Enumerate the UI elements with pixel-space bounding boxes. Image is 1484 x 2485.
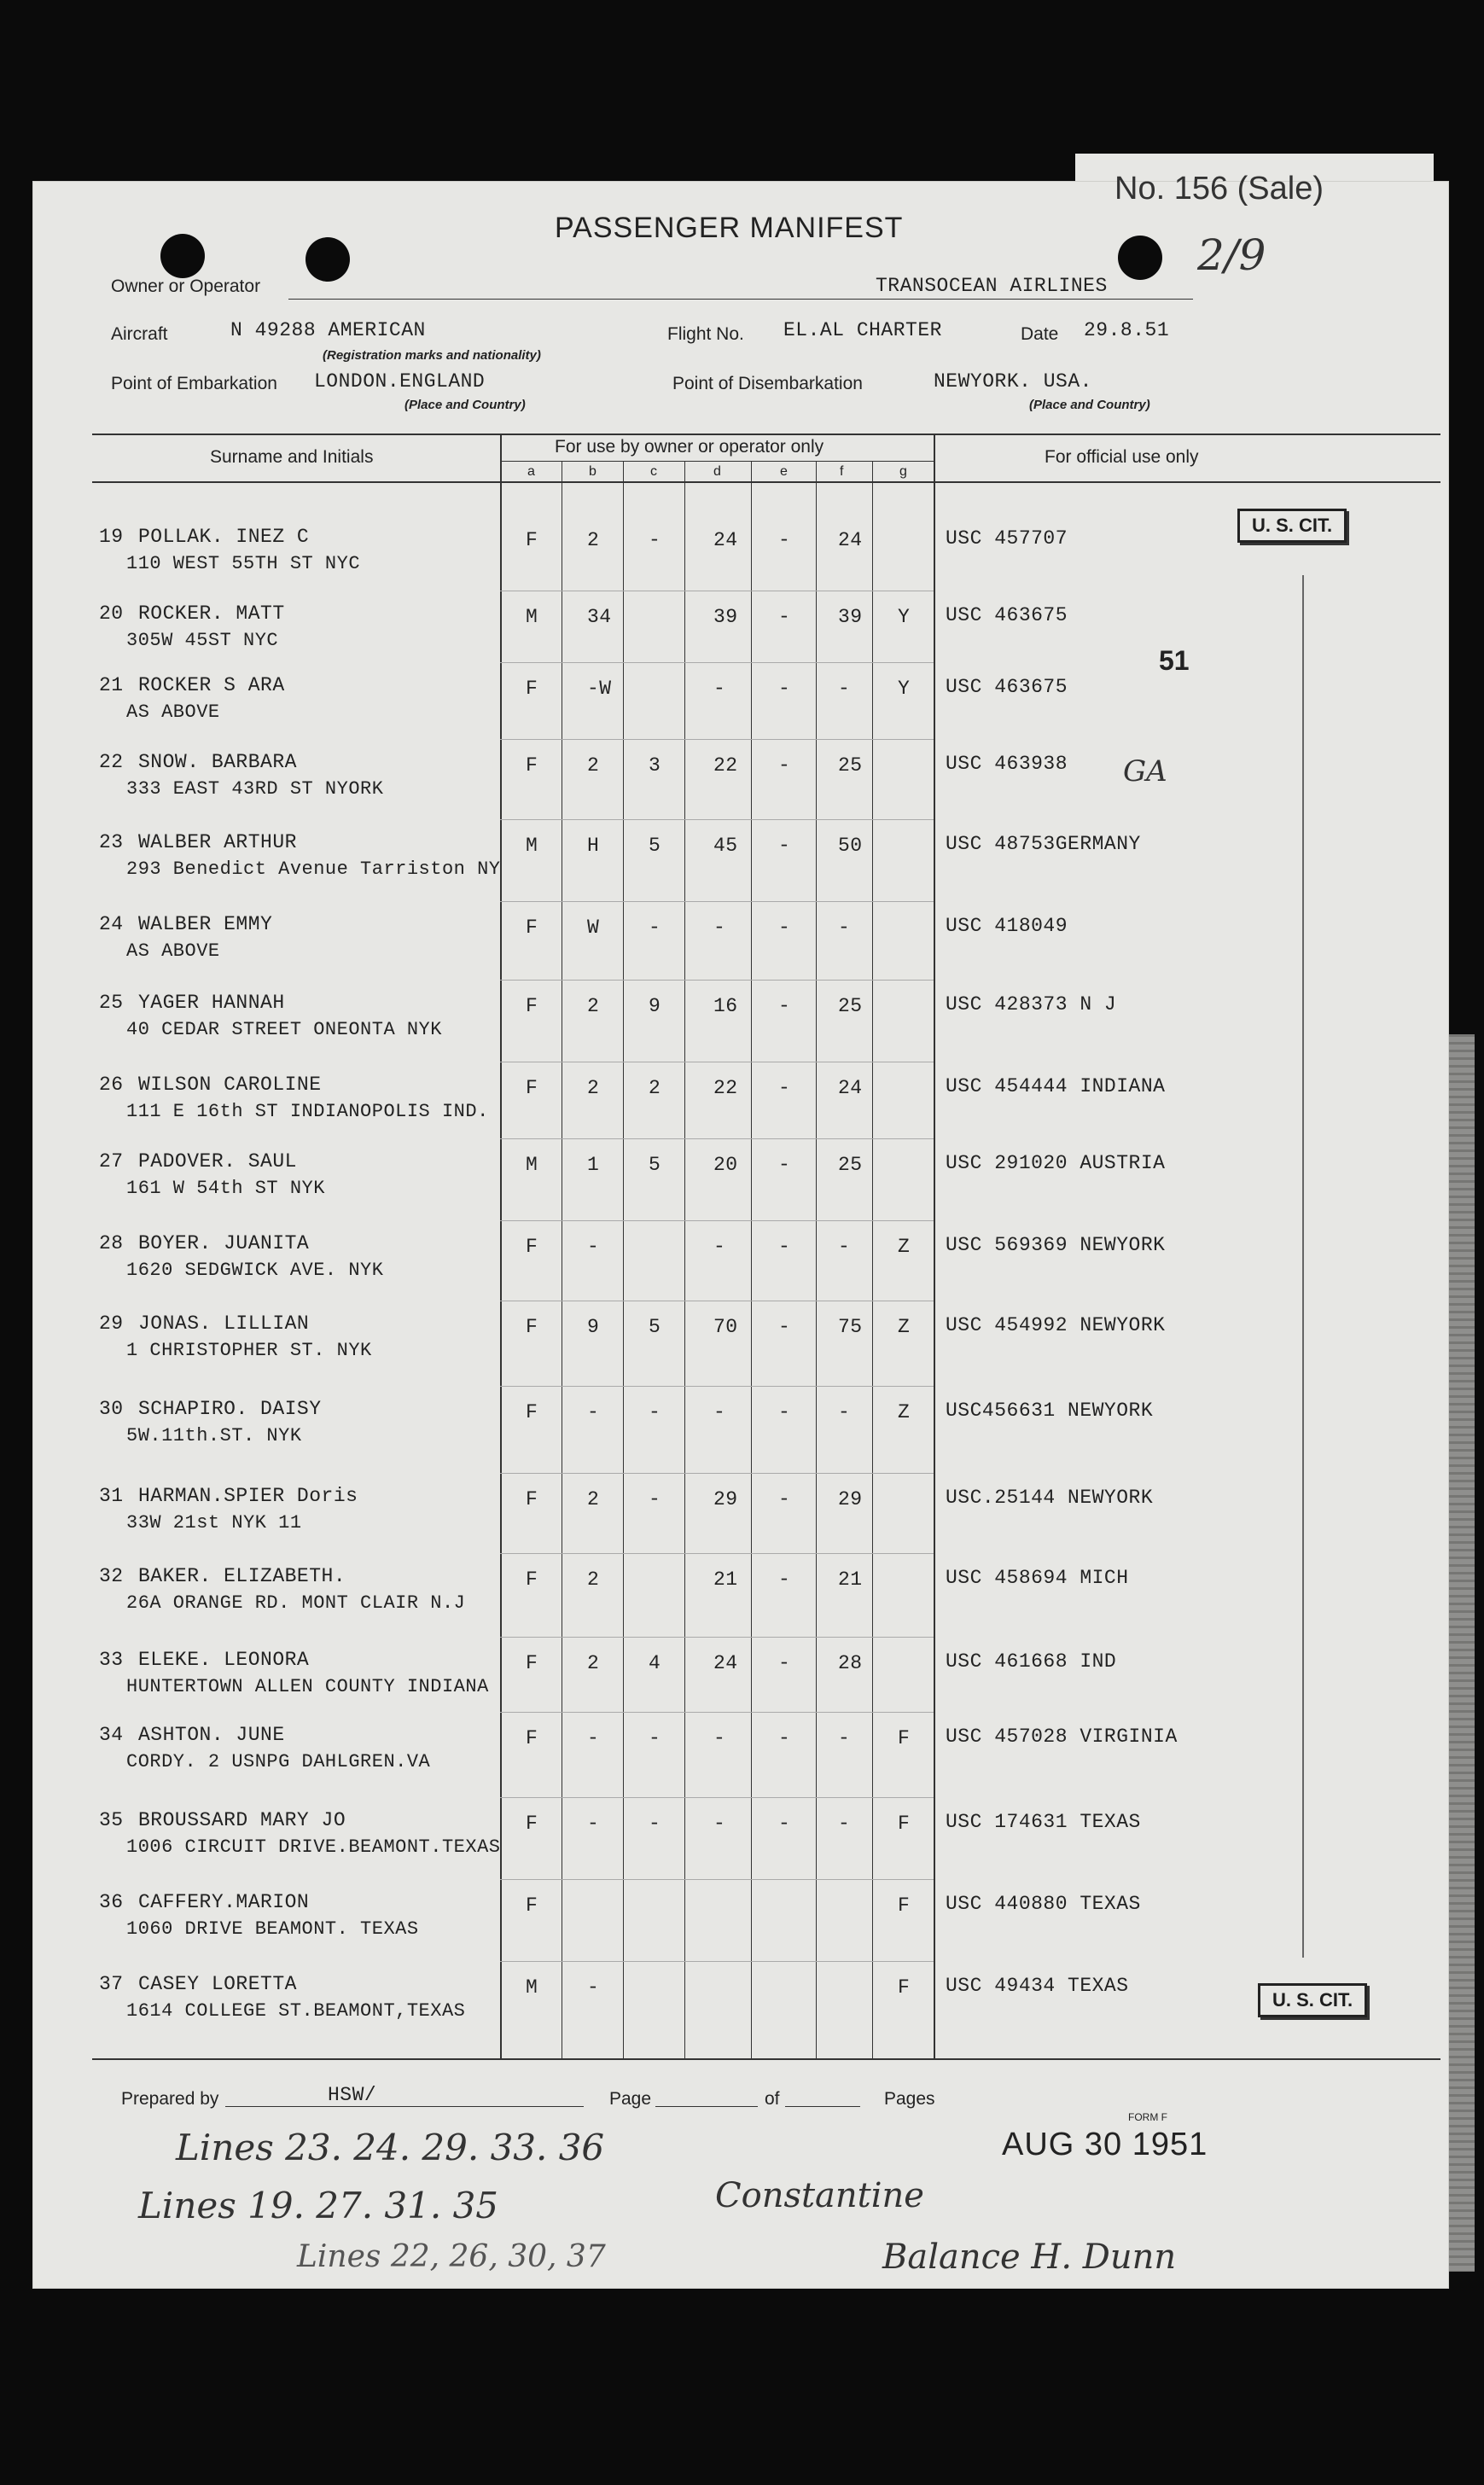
cell-a: F — [526, 529, 538, 551]
cell-b: 2 — [587, 529, 600, 551]
of-underline — [785, 2106, 860, 2107]
official-number: USC 457707 — [946, 527, 1068, 550]
row22-note: GA — [1123, 754, 1167, 789]
passenger-name: YAGER HANNAH — [138, 992, 285, 1014]
cell-g: Y — [898, 678, 911, 700]
passenger-name: ELEKE. LEONORA — [138, 1649, 310, 1671]
passenger-address: 293 Benedict Avenue Tarriston NY — [126, 858, 501, 880]
passenger-address: 1060 DRIVE BEAMONT. TEXAS — [126, 1918, 419, 1940]
cell-g: F — [898, 1727, 911, 1749]
cell-c: - — [649, 1813, 661, 1835]
cell-c: - — [649, 917, 661, 939]
passenger-name: ROCKER. MATT — [138, 602, 285, 625]
embarkation-label: Point of Embarkation — [111, 374, 277, 393]
cell-b: 2 — [587, 754, 600, 777]
official-number: USC 463938 — [946, 753, 1068, 775]
cell-f: 21 — [838, 1568, 863, 1591]
cell-g: Z — [898, 1316, 911, 1338]
passenger-name: JONAS. LILLIAN — [138, 1312, 310, 1335]
row-number: 35 — [99, 1809, 124, 1831]
official-number: USC 174631 TEXAS — [946, 1811, 1141, 1833]
flight-value: EL.AL CHARTER — [783, 319, 942, 341]
us-citizen-stamp-bottom: U. S. CIT. — [1258, 1983, 1367, 2017]
official-number: USC 458694 MICH — [946, 1567, 1129, 1589]
pages-label: Pages — [884, 2089, 935, 2109]
col-header-official: For official use only — [1045, 447, 1199, 467]
official-number: USC 454444 INDIANA — [946, 1075, 1166, 1097]
row-divider — [500, 1797, 934, 1798]
row-number: 33 — [99, 1649, 124, 1671]
cell-d: 21 — [713, 1568, 738, 1591]
cell-b: 9 — [587, 1316, 600, 1338]
prepared-by-value: HSW/ — [328, 2084, 377, 2106]
passenger-name: CAFFERY.MARION — [138, 1891, 310, 1913]
table-bottom-border — [92, 2058, 1440, 2060]
official-number: USC 461668 IND — [946, 1650, 1117, 1673]
cell-e: - — [778, 1401, 791, 1423]
passenger-name: SCHAPIRO. DAISY — [138, 1398, 322, 1420]
cell-a: M — [526, 835, 538, 857]
col-header-surname: Surname and Initials — [210, 447, 374, 467]
disembarkation-value: NEWYORK. USA. — [934, 370, 1092, 393]
passenger-name: ASHTON. JUNE — [138, 1724, 285, 1746]
passenger-address: 161 W 54th ST NYK — [126, 1178, 325, 1199]
of-label: of — [765, 2089, 780, 2109]
row-divider — [500, 1637, 934, 1638]
aircraft-value: N 49288 AMERICAN — [230, 319, 426, 341]
cell-a: F — [526, 917, 538, 939]
cell-e: - — [778, 1154, 791, 1176]
cell-e: - — [778, 529, 791, 551]
row-number: 19 — [99, 526, 124, 548]
official-number: USC 569369 NEWYORK — [946, 1234, 1166, 1256]
official-number: USC 48753GERMANY — [946, 833, 1141, 855]
cell-b: - — [587, 1401, 600, 1423]
official-number: USC 463675 — [946, 676, 1068, 698]
owner-label: Owner or Operator — [111, 276, 261, 296]
row-number: 22 — [99, 751, 124, 773]
passenger-name: PADOVER. SAUL — [138, 1150, 297, 1173]
cell-d: 16 — [713, 995, 738, 1017]
official-number: USC 457028 VIRGINIA — [946, 1726, 1178, 1748]
col-divider-official — [934, 434, 935, 2058]
cell-g: F — [898, 1976, 911, 1999]
cell-b: - — [587, 1727, 600, 1749]
cell-a: F — [526, 995, 538, 1017]
cell-a: F — [526, 1894, 538, 1917]
row-number: 28 — [99, 1232, 124, 1254]
row21-note: 51 — [1159, 645, 1190, 676]
row-number: 23 — [99, 831, 124, 853]
col-sub-c: c — [650, 464, 657, 479]
cell-a: F — [526, 1077, 538, 1099]
cell-d: 20 — [713, 1154, 738, 1176]
cell-a: M — [526, 1154, 538, 1176]
passenger-address: 333 EAST 43RD ST NYORK — [126, 778, 384, 800]
cell-g: Z — [898, 1236, 911, 1258]
cell-c: 2 — [649, 1077, 661, 1099]
row-number: 30 — [99, 1398, 124, 1420]
cell-b: H — [587, 835, 600, 857]
cell-a: F — [526, 1236, 538, 1258]
col-sub-a: a — [527, 464, 535, 479]
passenger-address: 26A ORANGE RD. MONT CLAIR N.J — [126, 1592, 466, 1614]
col-sub-d: d — [713, 464, 721, 479]
handwritten-line-1: Lines 23. 24. 29. 33. 36 — [176, 2127, 605, 2168]
cell-e: - — [778, 1652, 791, 1674]
cell-b: - — [587, 1236, 600, 1258]
col-sub-g: g — [899, 464, 907, 479]
passenger-address: 33W 21st NYK 11 — [126, 1512, 302, 1533]
passenger-name: BAKER. ELIZABETH. — [138, 1565, 346, 1587]
cell-a: F — [526, 1488, 538, 1510]
cell-e: - — [778, 995, 791, 1017]
cell-e: - — [778, 1813, 791, 1835]
us-citizen-stamp-top: U. S. CIT. — [1237, 509, 1347, 543]
paper-edge — [1449, 1034, 1475, 2272]
cell-c: 3 — [649, 754, 661, 777]
cell-f: 75 — [838, 1316, 863, 1338]
cell-a: M — [526, 606, 538, 628]
cell-b: 2 — [587, 1568, 600, 1591]
passenger-address: 5W.11th.ST. NYK — [126, 1425, 302, 1446]
cell-f: - — [838, 1236, 851, 1258]
cell-c: 4 — [649, 1652, 661, 1674]
cell-f: - — [838, 917, 851, 939]
cell-f: 24 — [838, 1077, 863, 1099]
date-stamp: AUG 30 1951 — [1002, 2127, 1208, 2162]
cell-b: 34 — [587, 606, 612, 628]
cell-b: 2 — [587, 1652, 600, 1674]
cell-c: - — [649, 1727, 661, 1749]
col-divider-fg — [872, 461, 873, 2058]
row-number: 25 — [99, 992, 124, 1014]
col-divider-de — [751, 461, 752, 2058]
col-header-operator: For use by owner or operator only — [555, 437, 824, 457]
cell-c: 9 — [649, 995, 661, 1017]
cell-c: 5 — [649, 835, 661, 857]
cell-c: 5 — [649, 1154, 661, 1176]
cell-a: F — [526, 1401, 538, 1423]
cell-d: 29 — [713, 1488, 738, 1510]
cell-g: F — [898, 1813, 911, 1835]
cell-b: 2 — [587, 1077, 600, 1099]
cell-f: 29 — [838, 1488, 863, 1510]
row-number: 32 — [99, 1565, 124, 1587]
cell-g: Z — [898, 1401, 911, 1423]
col-sub-e: e — [780, 464, 788, 479]
row-divider — [500, 901, 934, 902]
punch-hole-left — [160, 234, 205, 278]
cell-f: 25 — [838, 995, 863, 1017]
official-number: USC 49434 TEXAS — [946, 1975, 1129, 1997]
cell-d: 39 — [713, 606, 738, 628]
row-number: 34 — [99, 1724, 124, 1746]
passenger-name: WILSON CAROLINE — [138, 1074, 322, 1096]
row-divider — [500, 739, 934, 740]
passenger-address: 111 E 16th ST INDIANOPOLIS IND. — [126, 1101, 489, 1122]
official-number: USC 454992 NEWYORK — [946, 1314, 1166, 1336]
page-title: PASSENGER MANIFEST — [555, 212, 904, 244]
cell-b: 2 — [587, 995, 600, 1017]
cell-d: 22 — [713, 754, 738, 777]
cell-f: 24 — [838, 529, 863, 551]
row-number: 29 — [99, 1312, 124, 1335]
cell-f: - — [838, 1401, 851, 1423]
row-divider — [500, 1473, 934, 1474]
cell-b: - — [587, 1976, 600, 1999]
cell-f: - — [838, 1727, 851, 1749]
cell-b: -W — [587, 678, 612, 700]
cell-f: - — [838, 1813, 851, 1835]
row-number: 20 — [99, 602, 124, 625]
cell-d: - — [713, 1401, 726, 1423]
handwritten-line-2: Lines 19. 27. 31. 35 — [138, 2185, 499, 2226]
document-number: No. 156 (Sale) — [1114, 171, 1324, 207]
cell-a: F — [526, 1813, 538, 1835]
cell-c: - — [649, 1401, 661, 1423]
handwritten-balance: Balance H. Dunn — [882, 2238, 1177, 2277]
cell-d: - — [713, 1813, 726, 1835]
passenger-address: 1 CHRISTOPHER ST. NYK — [126, 1340, 372, 1361]
cell-f: - — [838, 678, 851, 700]
official-number: USC 291020 AUSTRIA — [946, 1152, 1166, 1174]
cell-f: 50 — [838, 835, 863, 857]
cell-a: F — [526, 1568, 538, 1591]
passenger-name: BOYER. JUANITA — [138, 1232, 310, 1254]
prepared-underline — [225, 2106, 584, 2107]
cell-d: 24 — [713, 1652, 738, 1674]
date-label: Date — [1021, 324, 1059, 344]
row-number: 37 — [99, 1973, 124, 1995]
col-divider-name — [500, 434, 502, 2058]
cell-g: Y — [898, 606, 911, 628]
cell-b: - — [587, 1813, 600, 1835]
aircraft-caption: (Registration marks and nationality) — [323, 348, 541, 363]
disembarkation-caption: (Place and Country) — [1029, 398, 1150, 412]
manifest-page — [32, 171, 1449, 2289]
row-number: 21 — [99, 674, 124, 696]
passenger-address: 305W 45ST NYC — [126, 630, 279, 651]
page-underline — [655, 2106, 758, 2107]
disembarkation-label: Point of Disembarkation — [672, 374, 863, 393]
official-number: USC456631 NEWYORK — [946, 1400, 1154, 1422]
cell-c: - — [649, 529, 661, 551]
row-divider — [500, 1553, 934, 1554]
col-divider-bc — [623, 461, 624, 2058]
col-divider-ef — [816, 461, 817, 2058]
handwritten-mark: 2/9 — [1197, 230, 1266, 280]
row-divider — [500, 1961, 934, 1962]
passenger-address: 1614 COLLEGE ST.BEAMONT,TEXAS — [126, 2000, 466, 2022]
row-divider — [500, 1712, 934, 1713]
bracket-line — [1302, 575, 1304, 1958]
row-number: 27 — [99, 1150, 124, 1173]
official-number: USC.25144 NEWYORK — [946, 1487, 1154, 1509]
cell-f: 25 — [838, 754, 863, 777]
cell-a: F — [526, 1727, 538, 1749]
punch-hole-right — [1118, 236, 1162, 280]
cell-f: 39 — [838, 606, 863, 628]
cell-e: - — [778, 754, 791, 777]
passenger-name: SNOW. BARBARA — [138, 751, 297, 773]
aircraft-label: Aircraft — [111, 324, 168, 344]
cell-e: - — [778, 1316, 791, 1338]
row-divider — [500, 1138, 934, 1139]
cell-e: - — [778, 678, 791, 700]
official-number: USC 428373 N J — [946, 993, 1117, 1016]
page-label: Page — [609, 2089, 652, 2109]
cell-d: 45 — [713, 835, 738, 857]
official-number: USC 463675 — [946, 604, 1068, 626]
operator-top-rule — [500, 461, 934, 462]
cell-e: - — [778, 835, 791, 857]
owner-value: TRANSOCEAN AIRLINES — [876, 275, 1108, 297]
cell-f: 28 — [838, 1652, 863, 1674]
cell-d: 22 — [713, 1077, 738, 1099]
cell-c: - — [649, 1488, 661, 1510]
embarkation-caption: (Place and Country) — [404, 398, 526, 412]
passenger-name: POLLAK. INEZ C — [138, 526, 310, 548]
cell-b: W — [587, 917, 600, 939]
passenger-address: CORDY. 2 USNPG DAHLGREN.VA — [126, 1751, 431, 1772]
col-sub-f: f — [840, 464, 844, 479]
cell-d: 70 — [713, 1316, 738, 1338]
cell-e: - — [778, 1727, 791, 1749]
cell-b: 2 — [587, 1488, 600, 1510]
prepared-by-label: Prepared by — [121, 2089, 219, 2109]
row-number: 36 — [99, 1891, 124, 1913]
cell-e: - — [778, 606, 791, 628]
row-divider — [500, 1220, 934, 1221]
cell-e: - — [778, 1077, 791, 1099]
cell-a: F — [526, 754, 538, 777]
passenger-address: HUNTERTOWN ALLEN COUNTY INDIANA — [126, 1676, 489, 1697]
cell-d: 24 — [713, 529, 738, 551]
cell-c: 5 — [649, 1316, 661, 1338]
cell-a: F — [526, 678, 538, 700]
handwritten-line-3: Lines 22, 26, 30, 37 — [297, 2239, 606, 2274]
official-number: USC 418049 — [946, 915, 1068, 937]
cell-b: 1 — [587, 1154, 600, 1176]
passenger-address: AS ABOVE — [126, 940, 220, 962]
row-divider — [500, 1386, 934, 1387]
table-header-border — [92, 481, 1440, 483]
passenger-name: CASEY LORETTA — [138, 1973, 297, 1995]
form-label: FORM F — [1128, 2111, 1167, 2123]
embarkation-value: LONDON.ENGLAND — [314, 370, 486, 393]
passenger-address: 40 CEDAR STREET ONEONTA NYK — [126, 1019, 442, 1040]
flight-label: Flight No. — [667, 324, 744, 344]
cell-a: F — [526, 1316, 538, 1338]
passenger-address: 1006 CIRCUIT DRIVE.BEAMONT.TEXAS — [126, 1836, 501, 1858]
row-number: 31 — [99, 1485, 124, 1507]
cell-a: M — [526, 1976, 538, 1999]
passenger-name: ROCKER S ARA — [138, 674, 285, 696]
passenger-name: BROUSSARD MARY JO — [138, 1809, 346, 1831]
row-divider — [500, 980, 934, 981]
cell-g: F — [898, 1894, 911, 1917]
passenger-address: AS ABOVE — [126, 701, 220, 723]
passenger-name: WALBER EMMY — [138, 913, 273, 935]
official-number: USC 440880 TEXAS — [946, 1893, 1141, 1915]
row-number: 26 — [99, 1074, 124, 1096]
date-value: 29.8.51 — [1084, 319, 1170, 341]
table-top-border — [92, 434, 1440, 435]
cell-e: - — [778, 917, 791, 939]
passenger-address: 110 WEST 55TH ST NYC — [126, 553, 361, 574]
cell-d: - — [713, 1236, 726, 1258]
passenger-name: WALBER ARTHUR — [138, 831, 297, 853]
row-divider — [500, 819, 934, 820]
row-number: 24 — [99, 913, 124, 935]
punch-hole-center — [306, 237, 350, 282]
col-divider-cd — [684, 461, 685, 2058]
cell-d: - — [713, 917, 726, 939]
passenger-address: 1620 SEDGWICK AVE. NYK — [126, 1260, 384, 1281]
row-divider — [500, 662, 934, 663]
cell-a: F — [526, 1652, 538, 1674]
cell-e: - — [778, 1568, 791, 1591]
cell-d: - — [713, 678, 726, 700]
cell-d: - — [713, 1727, 726, 1749]
col-sub-b: b — [589, 464, 597, 479]
cell-f: 25 — [838, 1154, 863, 1176]
owner-underline — [288, 299, 1193, 300]
passenger-name: HARMAN.SPIER Doris — [138, 1485, 358, 1507]
row-divider — [500, 1879, 934, 1880]
handwritten-signature-2: Constantine — [715, 2176, 924, 2215]
cell-e: - — [778, 1236, 791, 1258]
cell-e: - — [778, 1488, 791, 1510]
